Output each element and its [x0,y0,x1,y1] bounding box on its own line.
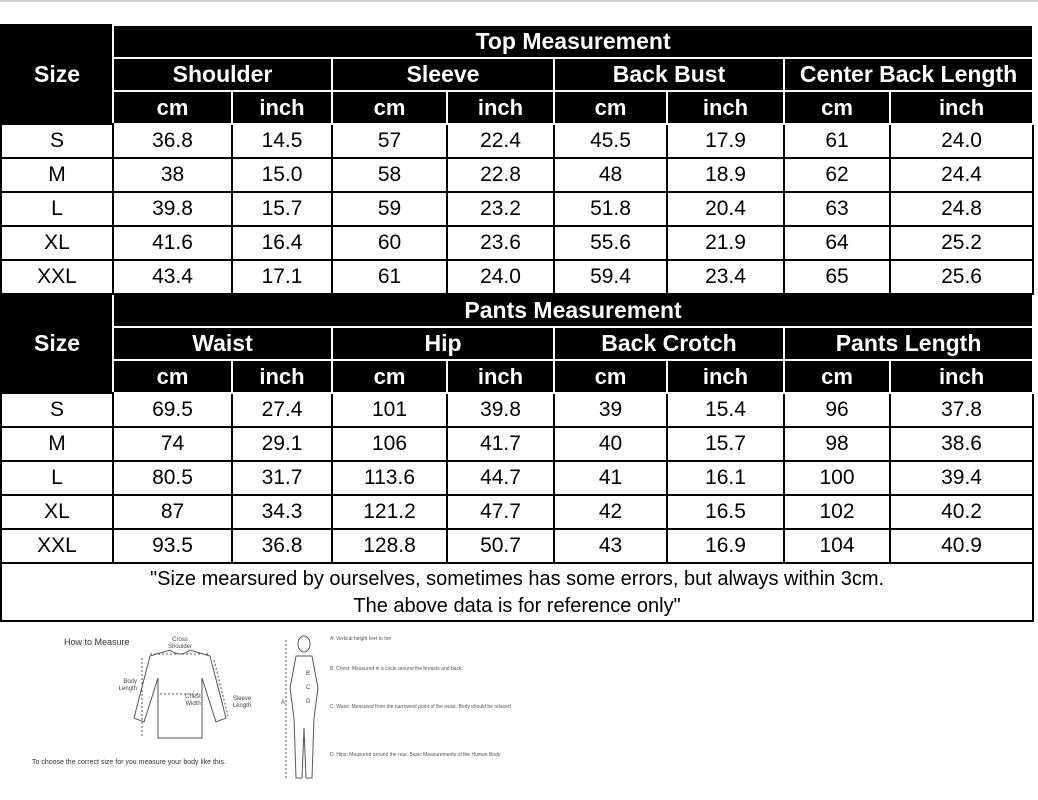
value-cell: 43 [554,529,667,563]
value-cell: 39.8 [113,192,232,226]
value-cell: 25.6 [890,260,1033,294]
letter-c: C [306,685,311,691]
top-unit-row [1,91,1033,124]
letter-b: B [306,671,311,677]
table-row [1,393,1033,427]
measurement-guide [30,628,513,798]
pants-group-header: Waist [113,327,332,360]
value-cell: 17.1 [232,260,332,294]
pants-title-row [1,294,1033,327]
sweater-diagram [134,650,228,738]
pants-section-title: Pants Measurement [113,294,1033,327]
value-cell: 16.1 [667,461,784,495]
value-cell: 29.1 [232,427,332,461]
size-cell: M [1,158,113,192]
value-cell: 74 [113,427,232,461]
unit-header-cm: cm [113,360,232,393]
value-cell: 38 [113,158,232,192]
pants-unit-row [1,360,1033,393]
unit-header-cm: cm [784,360,890,393]
size-cell: XXL [1,260,113,294]
value-cell: 58 [332,158,447,192]
value-cell: 61 [332,260,447,294]
value-cell: 87 [113,495,232,529]
value-cell: 61 [784,124,890,158]
value-cell: 36.8 [232,529,332,563]
pants-group-header: Hip [332,327,554,360]
value-cell: 16.5 [667,495,784,529]
top-size-header: Size [1,25,113,124]
table-row [1,529,1033,563]
value-cell: 102 [784,495,890,529]
pants-group-header: Pants Length [784,327,1033,360]
size-cell: M [1,427,113,461]
table-row [1,427,1033,461]
value-cell: 100 [784,461,890,495]
unit-header-cm: cm [332,360,447,393]
top-group-row [1,58,1033,91]
guide-notes [330,636,512,758]
unit-header-cm: cm [554,360,667,393]
value-cell: 23.2 [447,192,554,226]
value-cell: 48 [554,158,667,192]
top-title-row [1,25,1033,58]
table-row [1,192,1033,226]
value-cell: 24.0 [890,124,1033,158]
value-cell: 41 [554,461,667,495]
size-cell: S [1,124,113,158]
unit-header-inch: inch [447,91,554,124]
value-cell: 65 [784,260,890,294]
value-cell: 15.4 [667,393,784,427]
value-cell: 15.7 [667,427,784,461]
body-length-label: Body [123,679,137,685]
cross-shoulder-label: Cross [172,637,188,643]
letter-a: A [281,700,286,706]
unit-header-cm: cm [784,91,890,124]
value-cell: 17.9 [667,124,784,158]
top-divider [0,0,1038,2]
value-cell: 23.4 [667,260,784,294]
size-cell: L [1,461,113,495]
table-row [1,226,1033,260]
size-cell: L [1,192,113,226]
value-cell: 60 [332,226,447,260]
value-cell: 22.8 [447,158,554,192]
value-cell: 43.4 [113,260,232,294]
value-cell: 20.4 [667,192,784,226]
value-cell: 15.7 [232,192,332,226]
value-cell: 14.5 [232,124,332,158]
value-cell: 25.2 [890,226,1033,260]
top-group-header: Sleeve [332,58,554,91]
value-cell: 16.4 [232,226,332,260]
value-cell: 37.8 [890,393,1033,427]
size-cell: XL [1,226,113,260]
size-cell: XL [1,495,113,529]
table-row [1,158,1033,192]
top-section-title: Top Measurement [113,25,1033,58]
pants-size-header: Size [1,294,113,393]
note-c: C. Waist: Measured from the narrowest point of the waist. Body should be relaxed. [330,704,513,710]
value-cell: 59.4 [554,260,667,294]
value-cell: 51.8 [554,192,667,226]
size-chart-table [0,24,1034,622]
value-cell: 39.4 [890,461,1033,495]
value-cell: 15.0 [232,158,332,192]
value-cell: 47.7 [447,495,554,529]
value-cell: 41.6 [113,226,232,260]
value-cell: 18.9 [667,158,784,192]
value-cell: 24.8 [890,192,1033,226]
table-row [1,495,1033,529]
value-cell: 80.5 [113,461,232,495]
value-cell: 44.7 [447,461,554,495]
value-cell: 39.8 [447,393,554,427]
value-cell: 57 [332,124,447,158]
value-cell: 101 [332,393,447,427]
value-cell: 113.6 [332,461,447,495]
unit-header-inch: inch [667,91,784,124]
unit-header-inch: inch [667,360,784,393]
value-cell: 63 [784,192,890,226]
value-cell: 36.8 [113,124,232,158]
note-a: A. Vertical height feet to toe [330,636,392,642]
cross-shoulder-label-2: Shoulder [167,644,193,650]
body-figure [286,636,318,778]
value-cell: 22.4 [447,124,554,158]
value-cell: 38.6 [890,427,1033,461]
value-cell: 24.0 [447,260,554,294]
value-cell: 50.7 [447,529,554,563]
value-cell: 98 [784,427,890,461]
value-cell: 96 [784,393,890,427]
unit-header-inch: inch [447,360,554,393]
unit-header-cm: cm [332,91,447,124]
value-cell: 40.9 [890,529,1033,563]
size-cell: XXL [1,529,113,563]
value-cell: 27.4 [232,393,332,427]
body-length-label-2: Length [118,686,137,692]
value-cell: 59 [332,192,447,226]
value-cell: 128.8 [332,529,447,563]
value-cell: 16.9 [667,529,784,563]
value-cell: 93.5 [113,529,232,563]
guide-caption: To choose the correct size for you measure your body like this. [32,759,226,766]
value-cell: 23.6 [447,226,554,260]
value-cell: 34.3 [232,495,332,529]
top-group-header: Center Back Length [784,58,1033,91]
value-cell: 64 [784,226,890,260]
unit-header-inch: inch [890,360,1033,393]
value-cell: 21.9 [667,226,784,260]
top-group-header: Back Bust [554,58,784,91]
letter-d: D [306,699,311,705]
table-row [1,124,1033,158]
top-group-header: Shoulder [113,58,332,91]
unit-header-inch: inch [890,91,1033,124]
value-cell: 104 [784,529,890,563]
value-cell: 62 [784,158,890,192]
value-cell: 31.7 [232,461,332,495]
unit-header-cm: cm [113,91,232,124]
value-cell: 55.6 [554,226,667,260]
note-b: B. Chest: Measured in a circle around the breasts and back. [330,666,463,672]
note-line-2: The above data is for reference only" [353,595,681,617]
value-cell: 42 [554,495,667,529]
note-row [1,563,1033,621]
chest-width-label-2: Width [185,701,201,707]
unit-header-inch: inch [232,360,332,393]
value-cell: 121.2 [332,495,447,529]
value-cell: 69.5 [113,393,232,427]
table-row [1,461,1033,495]
note-line-1: "Size mearsured by ourselves, sometimes has some errors, but always within 3cm. [150,568,885,590]
pants-group-row [1,327,1033,360]
value-cell: 24.4 [890,158,1033,192]
table-row [1,260,1033,294]
value-cell: 41.7 [447,427,554,461]
sleeve-length-label: Sleeve [232,696,252,702]
unit-header-inch: inch [232,91,332,124]
value-cell: 106 [332,427,447,461]
unit-header-cm: cm [554,91,667,124]
value-cell: 39 [554,393,667,427]
value-cell: 45.5 [554,124,667,158]
value-cell: 40.2 [890,495,1033,529]
size-cell: S [1,393,113,427]
chest-width-label: Chest [185,694,201,700]
pants-group-header: Back Crotch [554,327,784,360]
sleeve-length-label-2: Length [232,703,252,709]
note-d: D. Hips: Measured around the rear. Basic Measurements of the Human Body [330,752,501,758]
value-cell: 40 [554,427,667,461]
guide-title: How to Measure [64,637,130,647]
reference-note [1,563,1033,621]
